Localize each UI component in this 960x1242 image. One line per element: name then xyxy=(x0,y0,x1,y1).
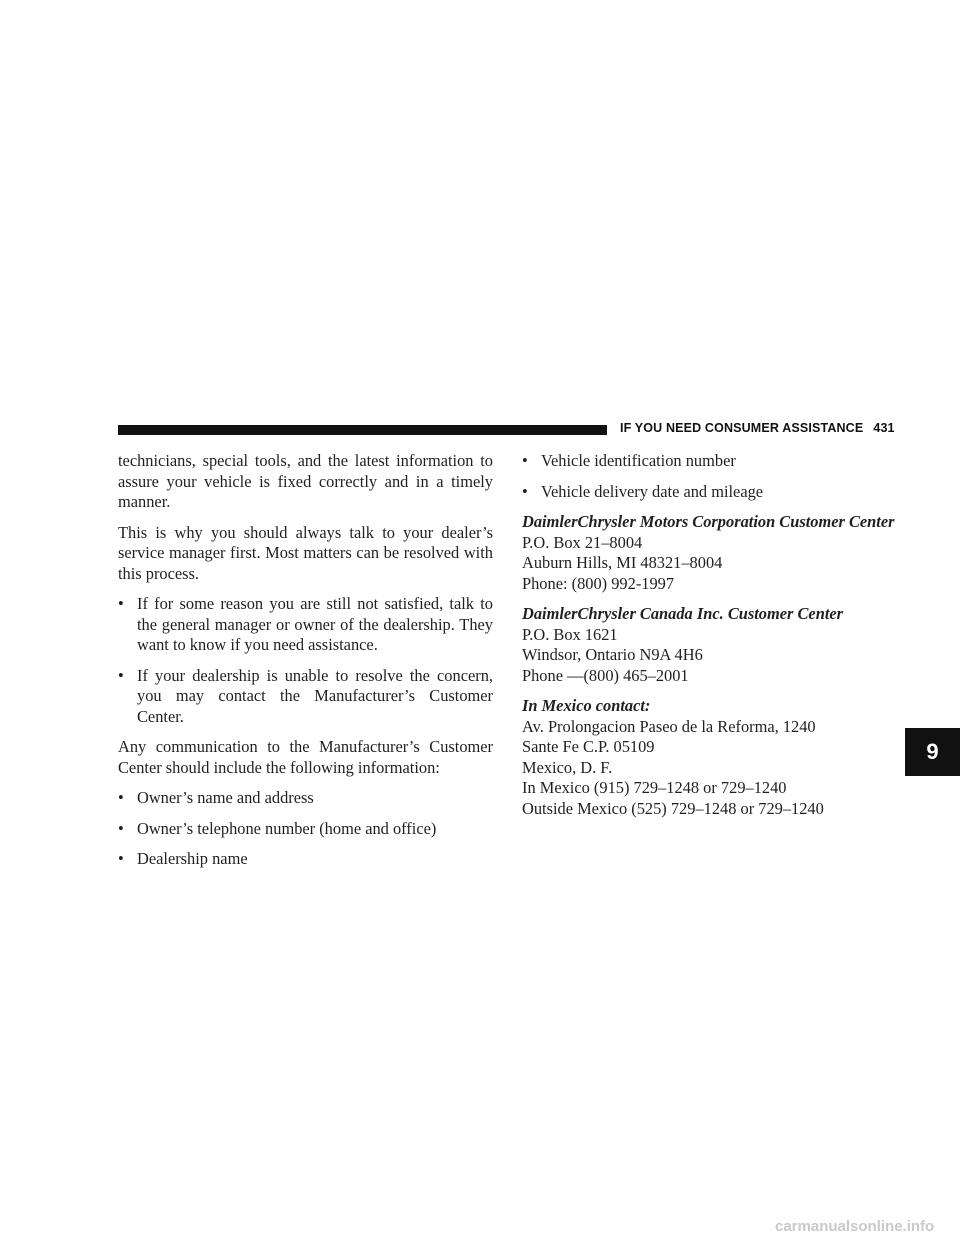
bullet-icon: • xyxy=(118,818,124,838)
address-line: Windsor, Ontario N9A 4H6 xyxy=(522,645,703,664)
list-item xyxy=(522,482,902,503)
paragraph-talk-to-dealer: This is why you should always talk to your dealer’s service manager first. Most matters can be resolved with this process. xyxy=(118,522,493,583)
list-item xyxy=(118,666,493,728)
address-line: Av. Prolongacion Paseo de la Reforma, 1240 xyxy=(522,716,816,736)
paragraph-communication: Any communication to the Manufacturer’s Customer Center should include the following information: xyxy=(118,737,493,777)
list-item-text: Dealership name xyxy=(137,849,248,868)
bullet-icon: • xyxy=(522,451,528,470)
watermark: carmanualsonline.info xyxy=(775,1218,935,1235)
list-item-text: Vehicle delivery date and mileage xyxy=(541,481,764,501)
header-title: IF YOU NEED CONSUMER ASSISTANCE xyxy=(620,421,864,435)
address-heading: DaimlerChrysler Motors Corporation Customer Center xyxy=(522,512,895,531)
address-block-us xyxy=(522,512,902,594)
list-item xyxy=(118,849,493,870)
bullet-icon: • xyxy=(118,665,124,685)
address-line: Sante Fe C.P. 05109 xyxy=(522,737,655,756)
address-block-canada xyxy=(522,604,902,686)
list-item xyxy=(118,788,493,809)
list-item xyxy=(118,594,493,656)
paragraph-continuation: technicians, special tools, and the latest information to assure your vehicle is fixed correctly and in a timely manner. xyxy=(118,451,493,511)
bullet-icon: • xyxy=(118,594,124,613)
header-rule xyxy=(118,425,607,435)
bullet-icon: • xyxy=(522,481,528,501)
bullet-icon: • xyxy=(118,849,124,868)
list-item-text: Owner’s name and address xyxy=(137,788,314,807)
address-line: P.O. Box 21–8004 xyxy=(522,532,643,552)
bullet-icon: • xyxy=(118,788,124,807)
right-column xyxy=(522,451,902,829)
page-number: 431 xyxy=(873,421,895,435)
list-item-text: If your dealership is unable to resolve the concern, you may contact the Manufacturer’s Customer Center. xyxy=(137,665,493,726)
address-line: P.O. Box 1621 xyxy=(522,624,618,644)
phone-line: In Mexico (915) 729–1248 or 729–1240 xyxy=(522,778,787,797)
address-line: Auburn Hills, MI 48321–8004 xyxy=(522,553,723,572)
list-item-text: Owner’s telephone number (home and office) xyxy=(137,818,437,838)
phone-line: Phone —(800) 465–2001 xyxy=(522,665,689,685)
phone-line: Outside Mexico (525) 729–1248 or 729–1240 xyxy=(522,798,824,818)
address-heading: In Mexico contact: xyxy=(522,696,651,715)
address-line: Mexico, D. F. xyxy=(522,757,613,777)
address-heading: DaimlerChrysler Canada Inc. Customer Center xyxy=(522,604,844,623)
phone-line: Phone: (800) 992-1997 xyxy=(522,573,675,593)
running-header xyxy=(620,421,895,435)
list-item xyxy=(522,451,902,472)
list-item-text: If for some reason you are still not satisfied, talk to the general manager or owner of the dealership. They want to know if you need assistance. xyxy=(137,594,493,654)
list-item xyxy=(118,819,493,840)
list-item-text: Vehicle identification number xyxy=(541,451,736,470)
chapter-tab: 9 xyxy=(905,728,960,776)
left-column xyxy=(118,451,493,880)
address-block-mexico xyxy=(522,696,902,819)
